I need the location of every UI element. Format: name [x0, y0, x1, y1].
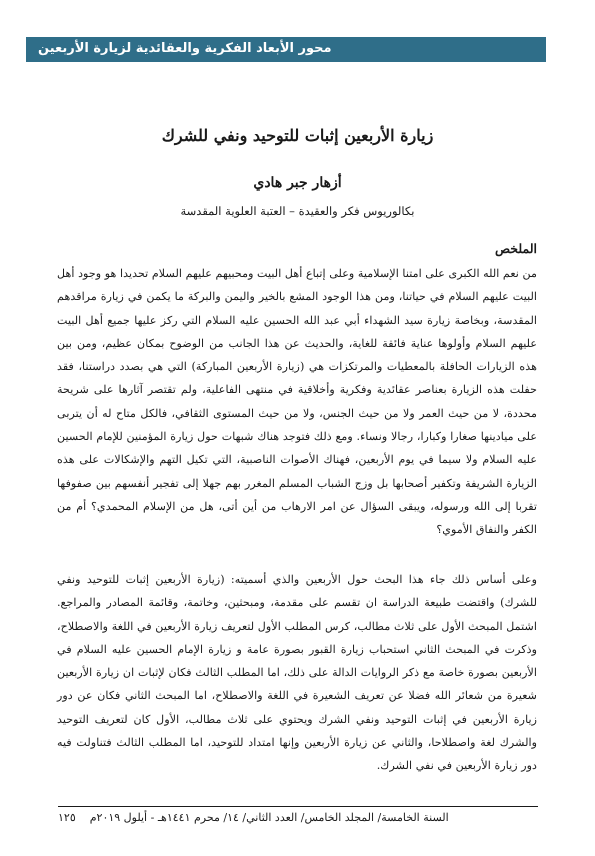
author-affiliation: بكالوريوس فكر والعقيدة – العتبة العلوية المقدسة	[180, 204, 415, 218]
abstract-paragraph: من نعم الله الكبرى على امتنا الإسلامية وعلى إتباع أهل البيت ومحبيهم عليهم السلام تحديدا هو وجود أهل البيت عليهم السلام في حياتنا، ومن هذا الوجود المشع بالخير واليمن والبركة ما يكمن في زيارة مراقدهم المقدسة، وبخاصة زيارة سيد الشهداء أبي عبد الله الحسين عليه السلام التي ركز عليها جميع أهل البيت عليهم السلام وأولوها عناية فائقة للغاية، والحديث عن هذا الجانب من الوضوح بمكان عظيم، ومن بين هذه الزيارات الحافلة بالمعطيات والمرتكزات هي (زيارة الأربعين المباركة) التي هي بصدد دراستنا، فقد حفلت هذه الزيارة بعناصر عقائدية وفكرية وأخلاقية في منتهى الفاعلية، ولم تقتصر آثارها على شريحة محددة، لا من حيث العمر ولا من حيث الجنس، ولا من حيث المستوى الثقافي، فالكل متاح له أن يتربى على ميادينها صغارا وكبارا، رجالا ونساء. ومع ذلك فتوجد هناك شبهات حول زيارة المؤمنين للإمام الحسين عليه السلام ولا سيما في يوم الأربعين، فهناك الأصوات الناصبية، التي تكيل التهم والإشكالات على هذه الزيارة الشريفة وتكفير أصحابها بل وزج الشباب المسلم المغرر بهم جهلا إلى تفجير أنفسهم بين صفوفها تقربا إلى الله ورسوله، ويبقى السؤال عن امر الارهاب من أين أتى، هل من الإسلام المحمدي؟ أم من الكفر والنفاق الأموي؟	[57, 267, 537, 537]
page-number: ١٢٥	[58, 811, 76, 824]
banner-title: محور الأبعاد الفكرية والعقائدية لزيارة الأربعين	[38, 41, 332, 56]
page-footer	[58, 811, 538, 824]
section-banner	[26, 37, 546, 62]
issue-info: السنة الخامسة/ المجلد الخامس/ العدد الثاني/ ١٤/ محرم ١٤٤١هـ - أيلول ٢٠١٩م	[89, 811, 449, 824]
abstract-paragraph: وعلى أساس ذلك جاء هذا البحث حول الأربعين والذي أسميته: (زيارة الأربعين إثبات للتوحيد ونفي للشرك) واقتضت طبيعة الدراسة ان تقسم على مقدمة، ومبحثين، وخاتمة، وقائمة المصادر والمراجع. اشتمل المبحث الأول على ثلاث مطالب، كرس المطلب الأول لتعريف زيارة الأربعين في اللغة والاصطلاح، وذكرت في المبحث الثاني استحباب زيارة القبور بصورة عامة و زيارة الإمام الحسين عليه السلام في الأربعين بصورة خاصة مع ذكر الروايات الدالة على ذلك، اما المطلب الثالث فكان لإثبات ان زيارة الأربعين شعيرة من شعائر الله فضلا عن تعريف الشعيرة في اللغة والاصطلاح، اما المبحث الثاني فكان عن دور زيارة الأربعين في إثبات التوحيد ونفي الشرك ويحتوي على ثلاث مطالب، الأول كان لتعريف التوحيد والشرك لغة واصطلاحا، والثاني عن زيارة الأربعين وإنها امتداد للتوحيد، اما المطلب الثالث فتناولت فيه دور زيارة الأربعين في نفي الشرك.	[57, 573, 537, 773]
abstract-heading: الملخص	[494, 241, 537, 256]
author-name: أزهار جبر هادي	[253, 175, 342, 191]
article-title: زيارة الأربعين إثبات للتوحيد ونفي للشرك	[161, 126, 434, 145]
footer-divider	[58, 806, 538, 807]
